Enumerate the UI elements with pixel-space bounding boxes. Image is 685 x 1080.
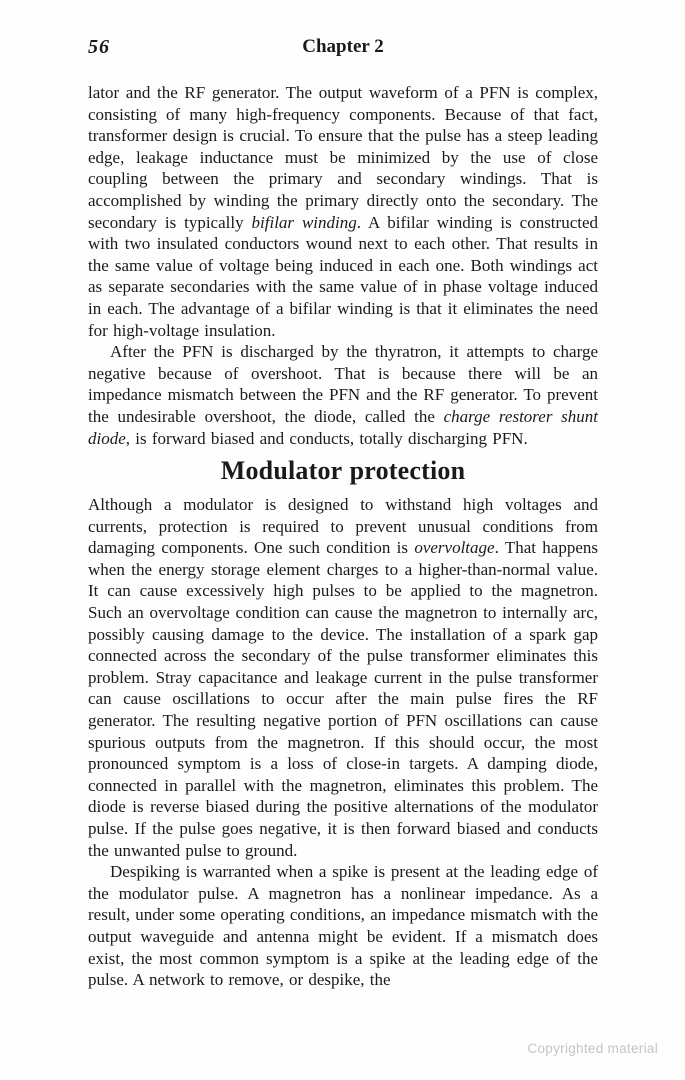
page-header: [88, 36, 598, 58]
paragraph: Although a modulator is designed to withstand high voltages and currents, protection is required to prevent unusual conditions from damaging components. One such condition is overvoltage. That happens when the energy storage element charges to a higher-than-normal value. It can cause excessively high pulses to be applied to the magnetron. Such an overvoltage condition can cause the magnetron to internally arc, possibly causing damage to the device. The installation of a spark gap connected across the secondary of the pulse transformer eliminates this problem. Stray capacitance and leakage current in the pulse transformer can cause oscillations to occur after the main pulse fires the RF generator. The resulting negative portion of PFN oscillations can cause spurious outputs from the magnetron. If this should occur, the most pronounced symptom is a loss of close-in targets. A damping diode, connected in parallel with the magnetron, eliminates this problem. The diode is reverse biased during the positive alternations of the modulator pulse. If the pulse goes negative, it is then forward biased and conducts the unwanted pulse to ground.: [88, 495, 598, 860]
section-heading: Modulator protection: [220, 456, 466, 486]
paragraph: Despiking is warranted when a spike is present at the leading edge of the modulator pulse. A magnetron has a nonlinear impedance. As a result, under some operating conditions, an impedance mismatch with the output waveguide and antenna might be evident. If a mismatch does exist, the most common symptom is a spike at the leading edge of the pulse. A network to remove, or despike, the: [88, 862, 598, 990]
chapter-header: Chapter 2: [302, 36, 384, 57]
page-number: 56: [88, 36, 110, 58]
page-footer: [527, 1040, 658, 1058]
paragraph: lator and the RF generator. The output waveform of a PFN is complex, consisting of many high-frequency components. Because of that fact, transformer design is crucial. To ensure that the pulse has a steep leading edge, leakage inductance must be minimized by the use of close coupling between the primary and secondary windings. That is accomplished by winding the primary directly onto the secondary. The secondary is typically bifilar winding. A bifilar winding is constructed with two insulated conductors wound next to each other. That results in the same value of voltage being induced in each one. Both windings act as separate secondaries with the same value of in phase voltage induced in each. The advantage of a bifilar winding is that it eliminates the need for high-voltage insulation.: [88, 83, 599, 340]
page-body: [88, 82, 598, 991]
copyright-watermark: Copyrighted material: [527, 1041, 658, 1056]
paragraph: After the PFN is discharged by the thyratron, it attempts to charge negative because of overshoot. That is because there will be an impedance mismatch between the PFN and the RF generator. To prevent the undesirable overshoot, the diode, called the charge restorer shunt diode, is forward biased and conducts, totally discharging PFN.: [88, 342, 598, 448]
